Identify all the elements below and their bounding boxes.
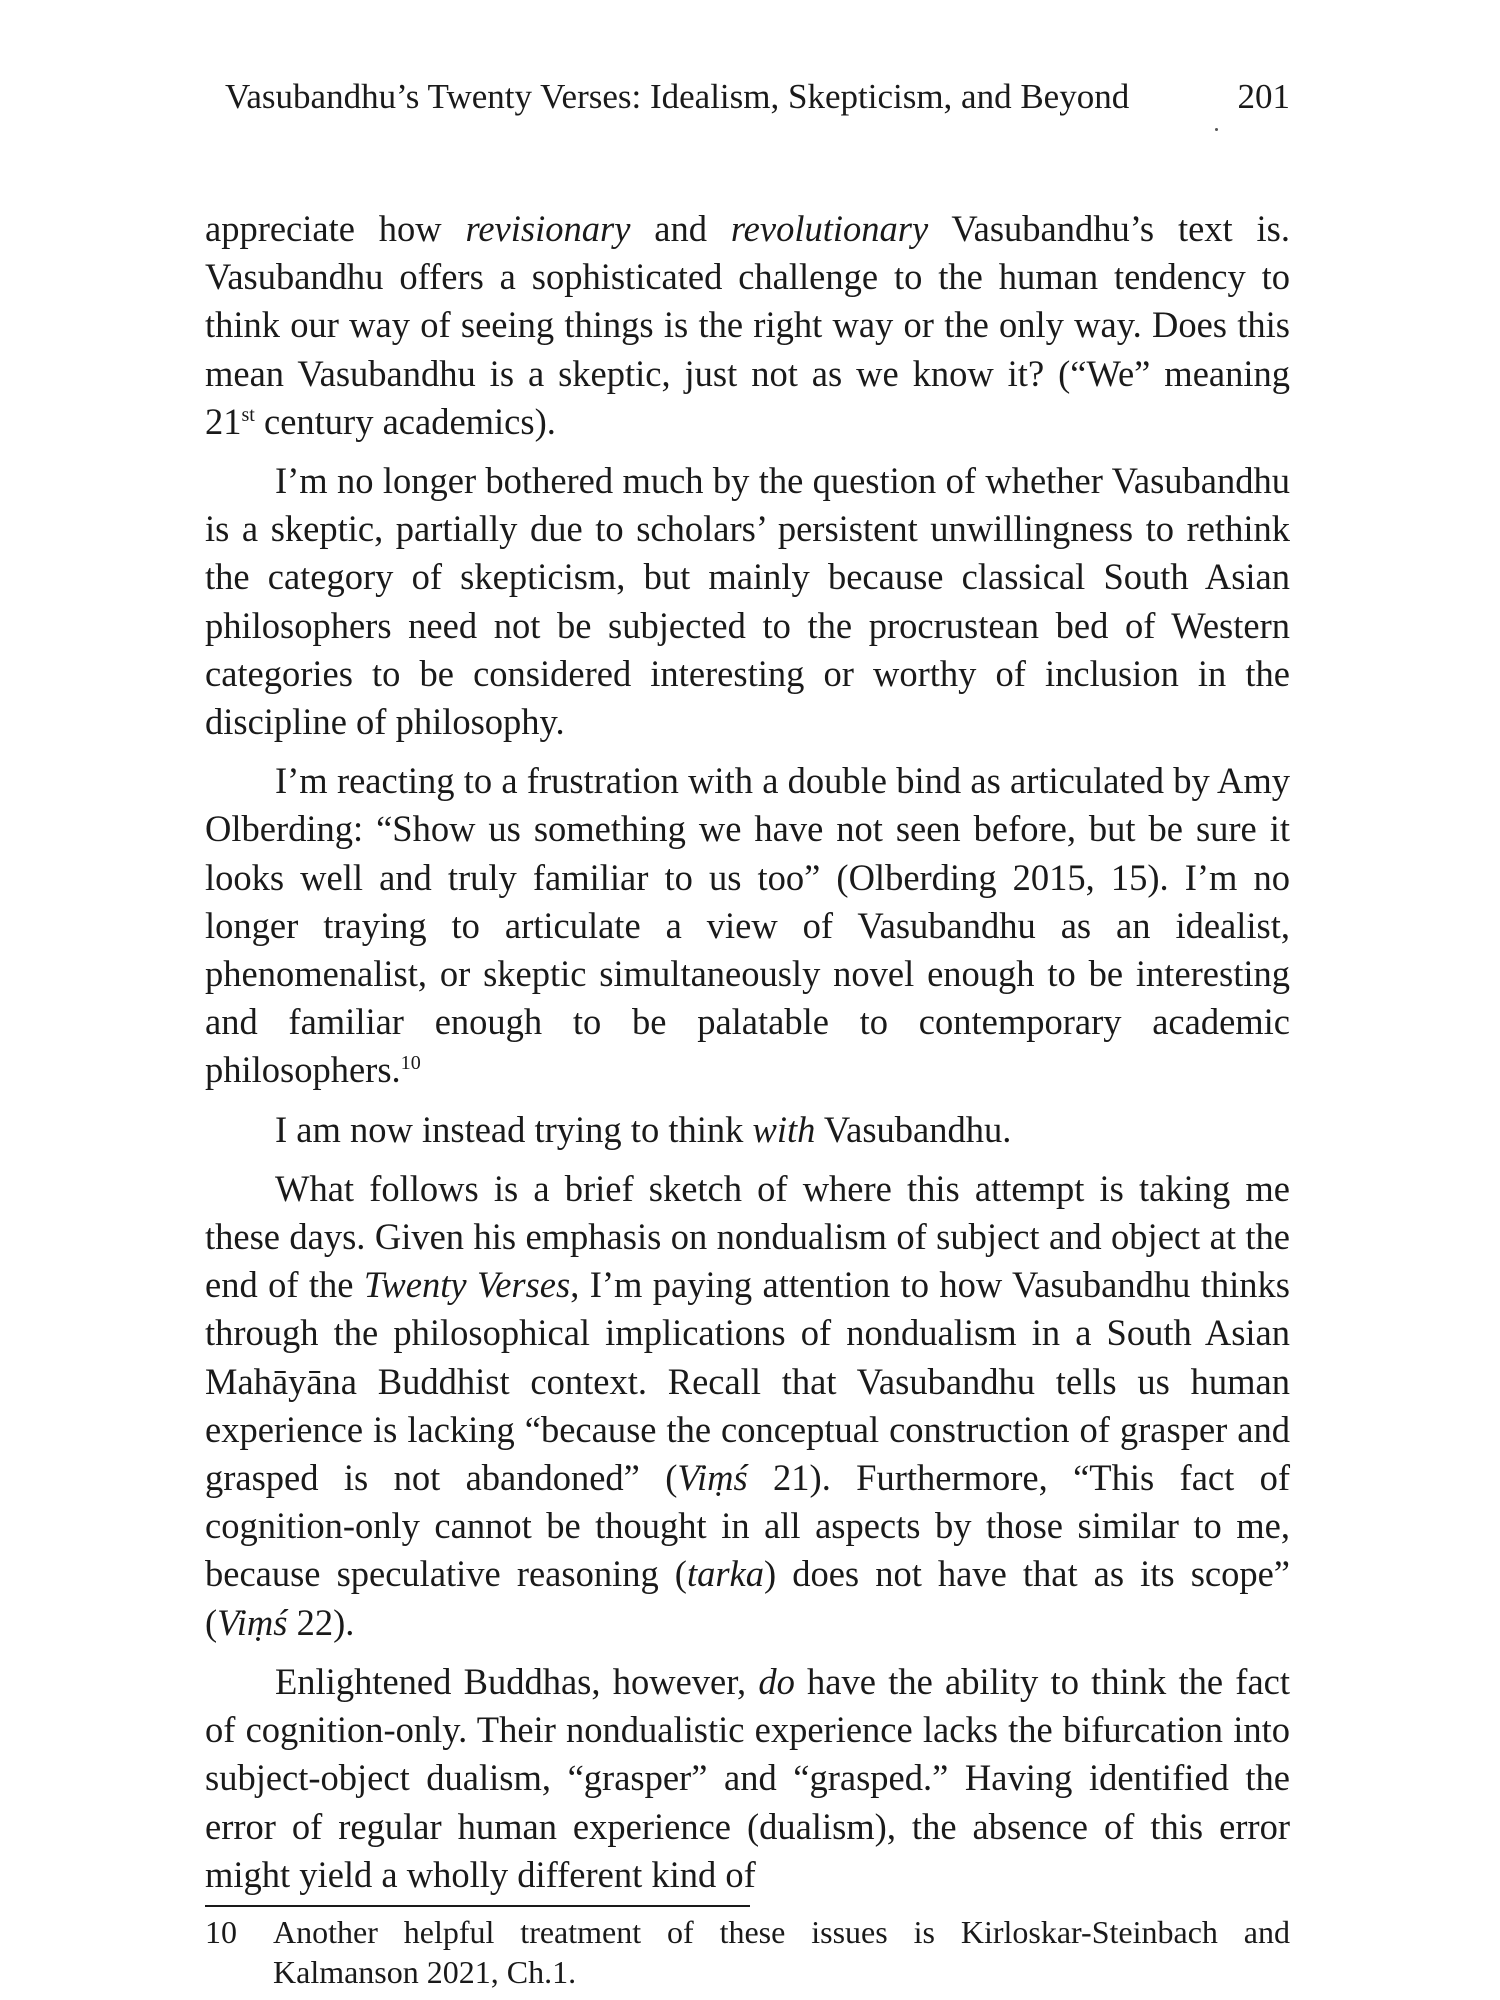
page-number: 201 bbox=[1237, 77, 1290, 116]
footnote-10 bbox=[205, 1912, 1290, 1992]
text-run: I’m reacting to a frustration with a double bind as articulated by Amy Olberding: “Show us something we have not seen before, but be sure it looks well and truly familiar to us too” (Olberding 2015, 15). I’m no longer traying to articulate a view of Vasubandhu as an idealist, phenomenalist, or skeptic simultaneously novel enough to be interesting and familiar enough to be palatable to contemporary academic philosophers. bbox=[205, 760, 1290, 1091]
emphasis-revolutionary: revolutionary bbox=[730, 208, 929, 249]
paragraph-4 bbox=[205, 1106, 1290, 1154]
book-title-italic: Twenty Verses bbox=[363, 1264, 571, 1306]
footnote-divider bbox=[205, 1905, 750, 1907]
paragraph-2: I’m no longer bothered much by the question of whether Vasubandhu is a skeptic, partially due to scholars’ persistent unwillingness to rethink the category of skepticism, but mainly because classical South Asian philosophers need not be subjected to the procrustean bed of Western categories to be considered interesting or worthy of inclusion in the discipline of philosophy. bbox=[205, 460, 1290, 743]
running-head bbox=[225, 72, 1290, 122]
text-run: appreciate how bbox=[205, 208, 466, 249]
footnote-reference[interactable]: 10 bbox=[400, 1052, 421, 1075]
paragraph-3 bbox=[205, 757, 1290, 1094]
footnotes bbox=[205, 1912, 1290, 1992]
emphasis-revisionary: revisionary bbox=[465, 208, 631, 249]
text-run: ) does not have that as its scope” ( bbox=[205, 1553, 1291, 1643]
ordinal-superscript: st bbox=[241, 403, 255, 426]
text-run: have the ability to think the fact of cognition-only. Their nondualistic experience lacks the bifurcation into subject-object dualism, “grasper” and “grasped.” Having identified the error of regular human experience (dualism), the absence of this error might yield a wholly different kind of bbox=[205, 1660, 1290, 1895]
body-text bbox=[205, 205, 1290, 1910]
citation-abbrev: Viṃś bbox=[217, 1601, 288, 1643]
text-run: 21). Furthermore, “This fact of cognition-only cannot be thought in all aspects by those similar to me, because speculative reasoning ( bbox=[205, 1457, 1291, 1595]
text-run: What follows is a brief sketch of where this attempt is taking me these days. Given his emphasis on nondualism of subject and object at the end of the bbox=[205, 1167, 1290, 1306]
running-head-title: Vasubandhu’s Twenty Verses: Idealism, Skepticism, and Beyond bbox=[225, 77, 1130, 116]
footnote-text: Another helpful treatment of these issues is Kirloskar-Steinbach and Kalmanson 2021, Ch.1. bbox=[273, 1914, 1290, 1990]
text-run: I am now instead trying to think bbox=[275, 1108, 753, 1150]
text-run: , I’m paying attention to how Vasubandhu thinks through the philosophical implications of nondualism in a South Asian Mahāyāna Buddhist context. Recall that Vasubandhu tells us human experience is lacking “because the conceptual construction of grasper and grasped is not abandoned” ( bbox=[205, 1264, 1290, 1499]
footnote-number: 10 bbox=[205, 1914, 237, 1950]
emphasis-with: with bbox=[752, 1108, 816, 1150]
paragraph-5 bbox=[205, 1165, 1290, 1647]
text-run: 22). bbox=[287, 1601, 355, 1643]
paragraph-1 bbox=[205, 205, 1290, 446]
paragraph-6 bbox=[205, 1658, 1290, 1899]
text-run: Vasubandhu. bbox=[815, 1108, 1012, 1150]
text-run: century academics). bbox=[254, 400, 556, 442]
scan-speck bbox=[1215, 128, 1218, 131]
term-tarka: tarka bbox=[686, 1553, 764, 1595]
citation-abbrev: Viṃś bbox=[677, 1457, 748, 1499]
text-run: Enlightened Buddhas, however, bbox=[275, 1660, 759, 1702]
text-run: and bbox=[630, 208, 731, 249]
text-run: Vasubandhu’s text is. Vasubandhu offers a sophisticated challenge to the human tendency to think our way of seeing things is the right way or the only way. Does this mean Vasubandhu is a skeptic, just not as we know it? (“We” meaning 21 bbox=[205, 208, 1290, 442]
emphasis-do: do bbox=[758, 1660, 795, 1702]
